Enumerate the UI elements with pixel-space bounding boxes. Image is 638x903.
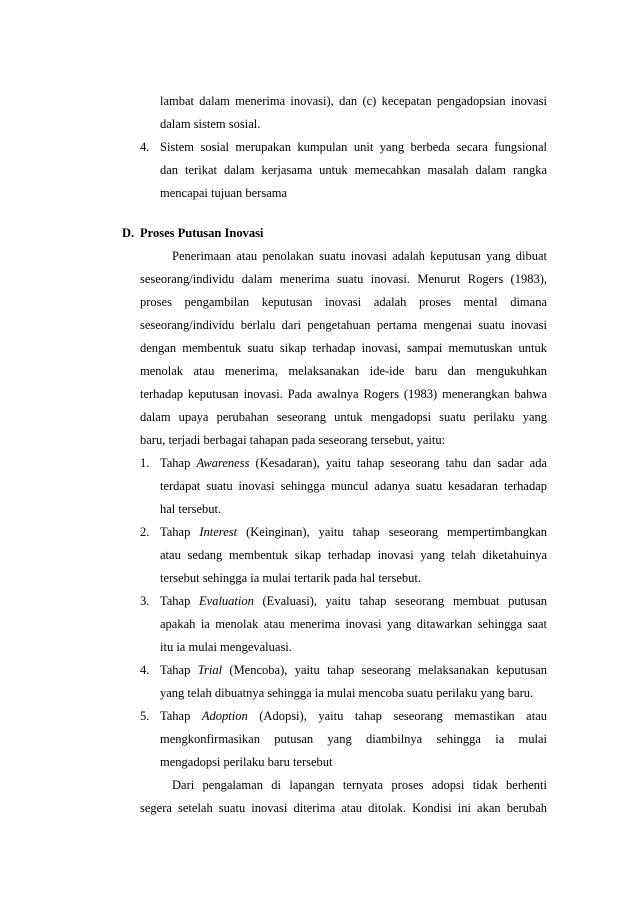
paragraph-2-line-1: Dari pengalaman di lapangan ternyata proses adopsi tidak berhenti xyxy=(172,778,547,792)
stage-2-line-2: atau sedang membentuk sikap terhadap inovasi yang telah diketahuinya xyxy=(160,548,547,562)
paragraph-1-line-3: proses pengambilan keputusan inovasi adalah proses mental dimana xyxy=(140,295,547,309)
stage-4-line-1 xyxy=(160,662,547,678)
stage-1-term: Awareness xyxy=(196,456,250,470)
stage-4-term: Trial xyxy=(197,663,223,677)
stage-1-line-2: terdapat suatu inovasi sehingga muncul adanya suatu kesadaran terhadap xyxy=(160,479,547,493)
list-item-4-line-3: mencapai tujuan bersama xyxy=(160,186,288,200)
stage-4-rest: (Mencoba), yaitu tahap seseorang melaksanakan keputusan xyxy=(222,663,547,677)
stage-3-term: Evaluation xyxy=(199,594,254,608)
stage-5-term: Adoption xyxy=(201,709,248,723)
paragraph-1-line-7: terhadap keputusan inovasi. Pada awalnya Rogers (1983) menerangkan bahwa xyxy=(140,387,547,401)
stage-5-number: 5. xyxy=(140,709,150,723)
stage-5-line-1 xyxy=(160,708,547,724)
stage-3-line-3: itu ia mulai mengevaluasi. xyxy=(160,640,292,654)
stage-1-rest: (Kesadaran), yaitu tahap seseorang tahu dan sadar ada xyxy=(249,456,547,470)
section-title: Proses Putusan Inovasi xyxy=(140,226,264,240)
stage-2-number: 2. xyxy=(140,525,150,539)
paragraph-1-line-9: baru, terjadi berbagai tahapan pada seseorang tersebut, yaitu: xyxy=(140,433,446,447)
stage-5-prefix: Tahap xyxy=(160,709,202,723)
stage-1-number: 1. xyxy=(140,456,150,470)
stage-1-line-1 xyxy=(160,455,547,471)
stage-2-line-3: tersebut sehingga ia mulai tertarik pada hal tersebut. xyxy=(160,571,422,585)
paragraph-1-line-1: Penerimaan atau penolakan suatu inovasi adalah keputusan yang dibuat xyxy=(172,249,547,263)
stage-5-rest: (Adopsi), yaitu tahap seseorang memastikan atau xyxy=(247,709,548,723)
stage-2-line-1 xyxy=(160,524,547,540)
stage-5-line-2: mengkonfirmasikan putusan yang diambilnya sehingga ia mulai xyxy=(160,732,547,746)
stage-3-rest: (Evaluasi), yaitu tahap seseorang membuat putusan xyxy=(253,594,548,608)
list-item-4-line-2: dan terikat dalam kerjasama untuk memecahkan masalah dalam rangka xyxy=(160,163,547,177)
list-item-4-number: 4. xyxy=(140,140,150,154)
stage-2-prefix: Tahap xyxy=(160,525,200,539)
paragraph-1-line-4: seseorang/individu berlalu dari pengetahuan pertama mengenai suatu inovasi xyxy=(140,318,547,332)
paragraph-1-line-5: dengan membentuk suatu sikap terhadap inovasi, sampai memutuskan untuk xyxy=(140,341,547,355)
stage-2-rest: (Keinginan), yaitu tahap seseorang mempertimbangkan xyxy=(237,525,547,539)
paragraph-1-line-2: seseorang/individu dalam menerima suatu inovasi. Menurut Rogers (1983), xyxy=(140,272,547,286)
stage-5-line-3: mengadopsi perilaku baru tersebut xyxy=(160,755,333,769)
stage-3-line-1 xyxy=(160,593,547,609)
section-letter: D. xyxy=(122,226,135,240)
list-item-3-continuation-line-1: lambat dalam menerima inovasi), dan (c) kecepatan pengadopsian inovasi xyxy=(160,94,547,108)
stage-3-line-2: apakah ia menolak atau menerima inovasi yang ditawarkan sehingga saat xyxy=(160,617,547,631)
paragraph-1-line-6: menolak atau menerima, melaksanakan ide-ide baru dan mengukuhkan xyxy=(140,364,547,378)
list-item-3-continuation-line-2: dalam sistem sosial. xyxy=(160,117,261,131)
stage-2-term: Interest xyxy=(199,525,238,539)
stage-3-number: 3. xyxy=(140,594,150,608)
stage-3-prefix: Tahap xyxy=(160,594,200,608)
list-item-4-line-1: Sistem sosial merupakan kumpulan unit yang berbeda secara fungsional xyxy=(160,140,547,154)
stage-4-prefix: Tahap xyxy=(160,663,198,677)
stage-1-line-3: hal tersebut. xyxy=(160,502,222,516)
stage-1-prefix: Tahap xyxy=(160,456,197,470)
stage-4-number: 4. xyxy=(140,663,150,677)
paragraph-1-line-8: dalam upaya perubahan seseorang untuk mengadopsi suatu perilaku yang xyxy=(140,410,547,424)
stage-4-line-2: yang telah dibuatnya sehingga ia mulai mencoba suatu perilaku yang baru. xyxy=(160,686,534,700)
paragraph-2-line-2: segera setelah suatu inovasi diterima atau ditolak. Kondisi ini akan berubah xyxy=(140,801,547,815)
